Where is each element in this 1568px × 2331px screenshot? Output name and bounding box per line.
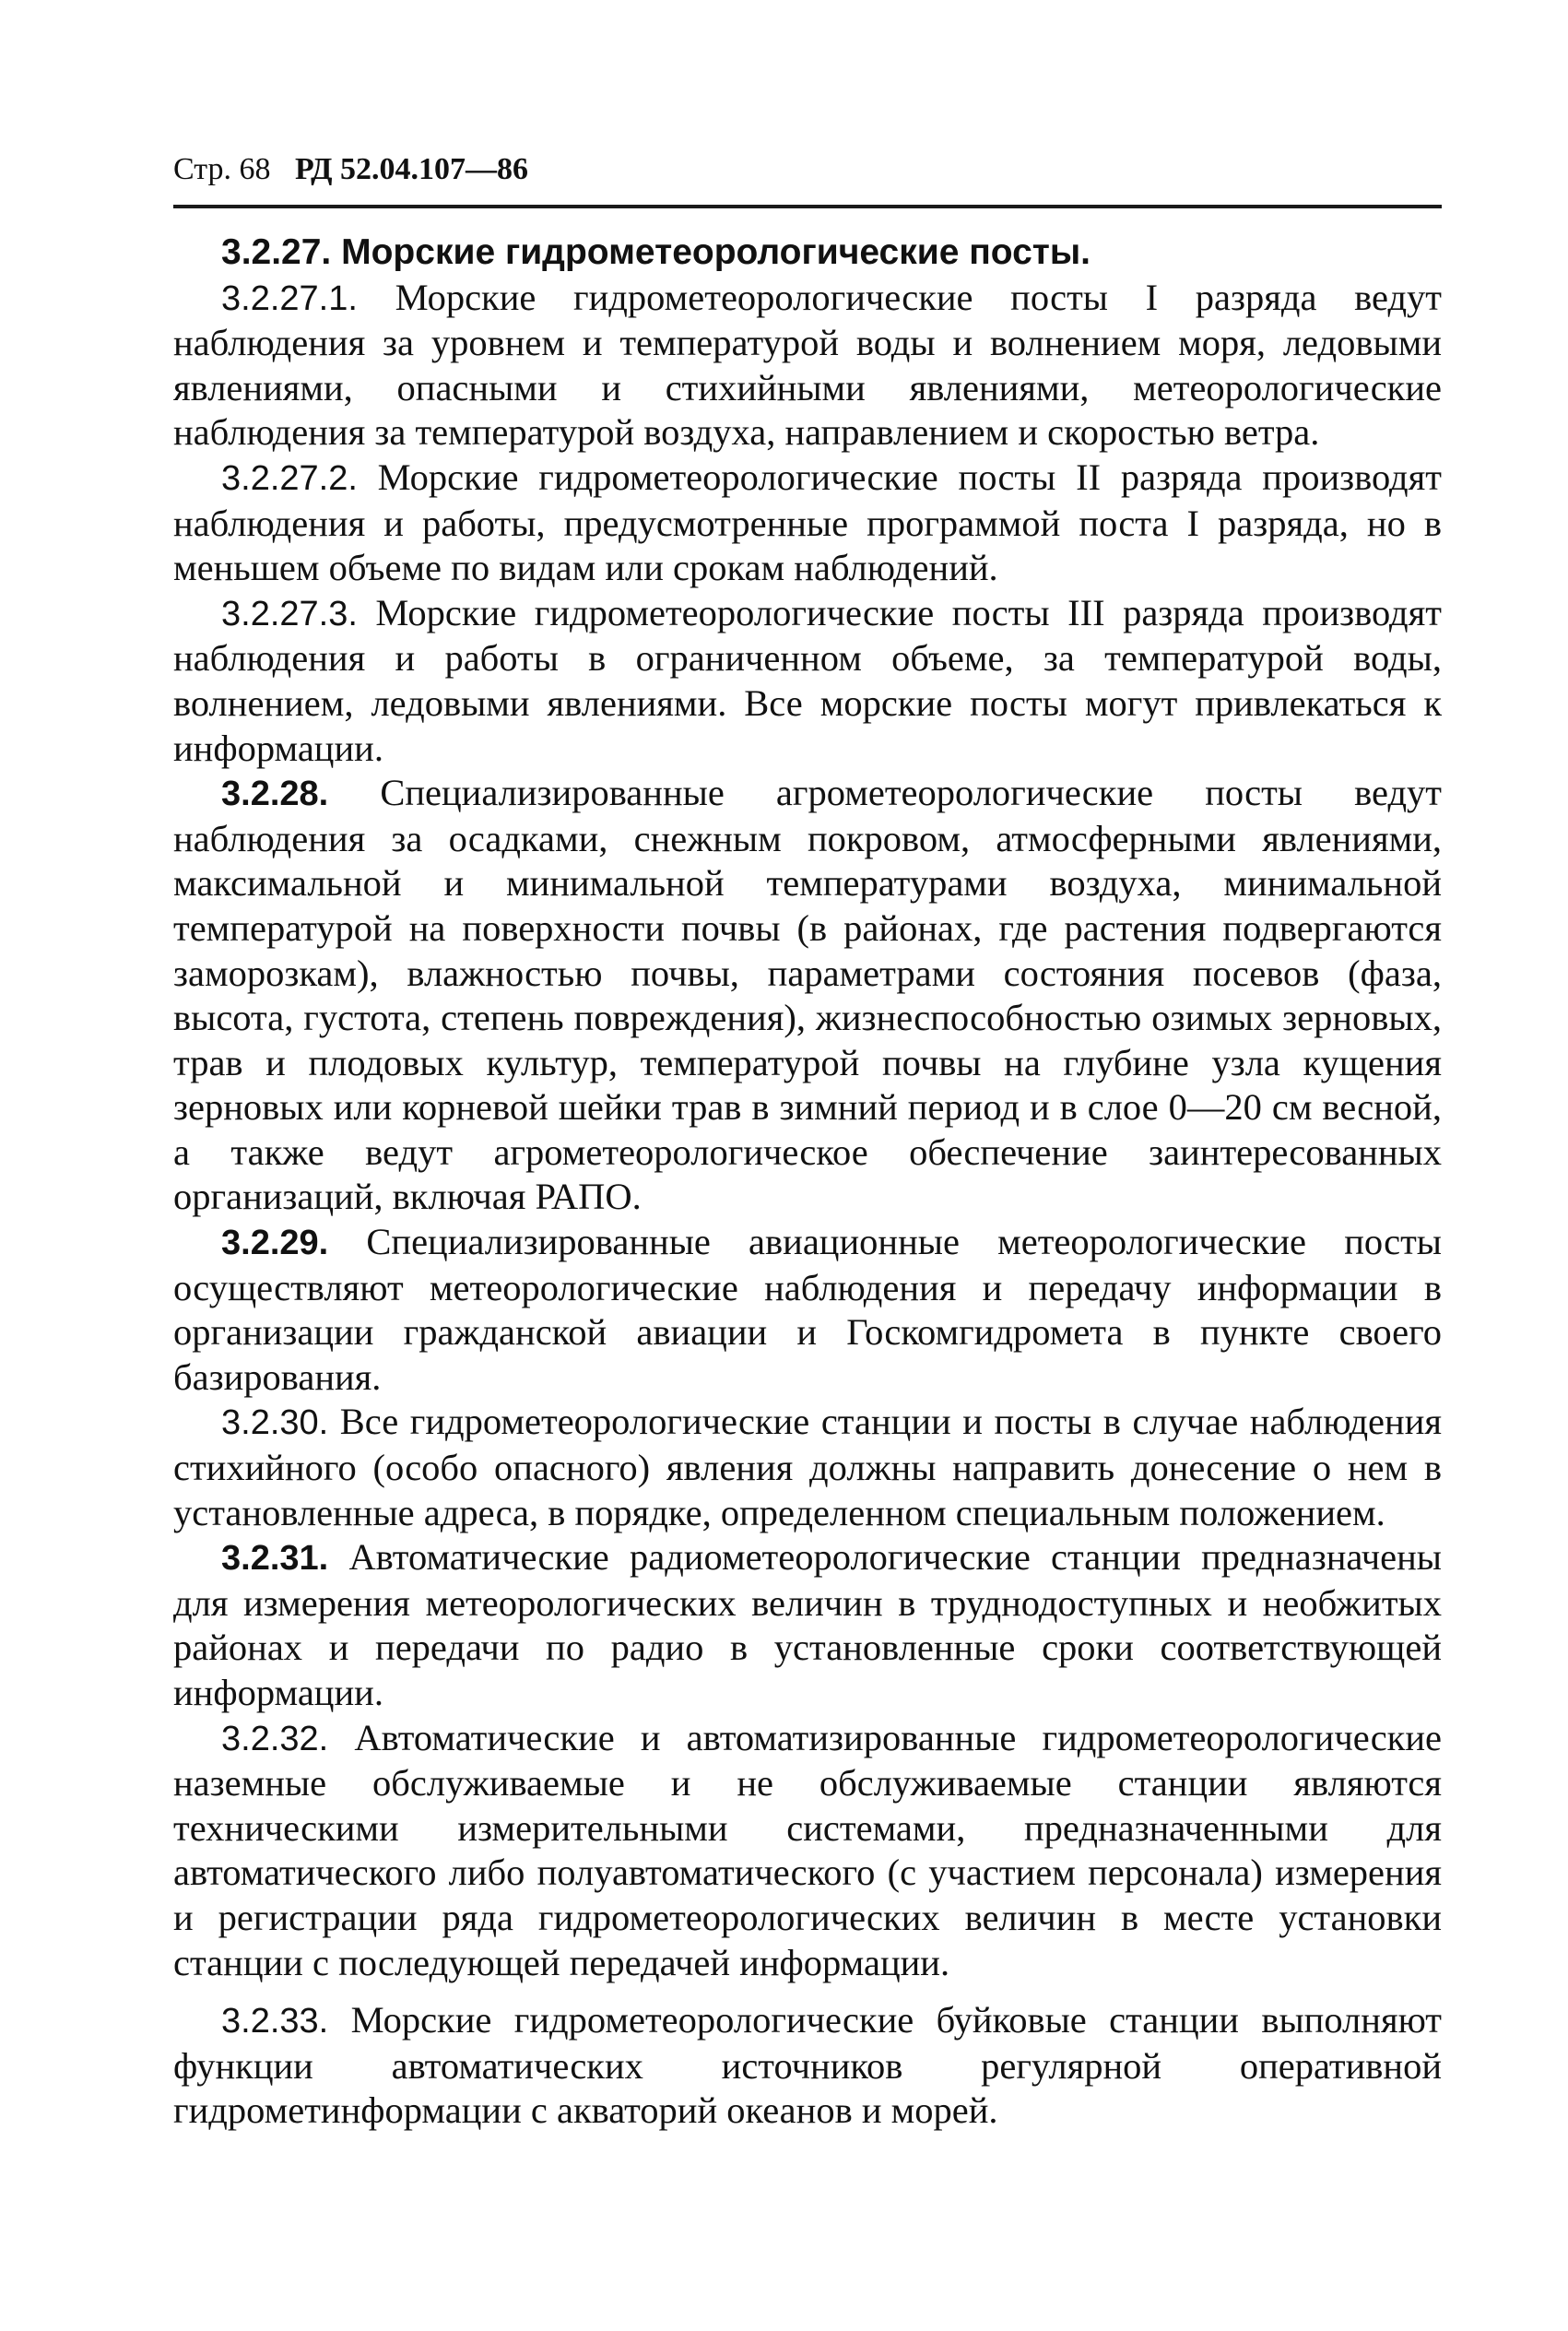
clause-text: Морские гидрометеорологические посты I разряда ведут наблюдения за уровнем и температурой воды и волнением моря, ледовыми явлениями, опасными и стихийными явлениями, метеорологические наблюдения за температурой воздуха, направлением и скоростью ветра. <box>173 276 1442 454</box>
clause-lead-text: Специализированные авиационные метеорологические <box>366 1221 1307 1263</box>
clause-3-2-29 <box>173 1220 1442 1400</box>
clause-number: 3.2.27.3. <box>221 594 358 633</box>
clause-3-2-33 <box>173 1998 1442 2134</box>
clause-number: 3.2.33. <box>221 2002 329 2041</box>
clause-number: 3.2.32. <box>221 1719 329 1758</box>
clause-number: 3.2.31. <box>221 1539 329 1579</box>
document-code: РД 52.04.107—86 <box>295 152 529 186</box>
section-title: Морские гидрометеорологические посты. <box>341 232 1091 272</box>
clause-3-2-30 <box>173 1400 1442 1535</box>
clause-3-2-27-3 <box>173 591 1442 771</box>
clause-text: Все гидрометеорологические станции и посты в случае наблюдения стихийного (особо опасного) явления должны направить донесение о нем в установленные адреса, в порядке, определенном специальным положением. <box>173 1401 1442 1533</box>
clause-text: Автоматические радиометеорологические станции предназначены для измерения метеорологических величин в труднодоступных и необжитых районах и передачи по радио в установленные сроки соответствующей информации. <box>173 1536 1442 1713</box>
clause-number: 3.2.29. <box>221 1224 329 1263</box>
body-text <box>173 231 1442 2134</box>
page-number: Стр. 68 <box>173 152 271 186</box>
clause-number: 3.2.27.2. <box>221 458 358 498</box>
clause-text: Специализированные агрометеорологические посты ведут наблюдения за осадками, снежным покровом, атмосферными явлениями, максимальной и минимальной температурами воздуха, минимальной температурой на поверхности почвы (в районах, где растения подвергаются заморозкам), влажностью почвы, параметрами состояния посевов (фаза, высота, густота, степень повреждения), жизнеспособностью озимых зерновых, трав и плодовых культур, температурой почвы на глубине узла кущения зерновых или корневой шейки трав в зимний период и в слое 0—20 см весной, а также ведут агрометеорологическое обеспечение заинтересованных организаций, включая РАПО. <box>173 772 1442 1218</box>
clause-text: посты осуществляют метеорологические наблюдения и передачу информации в организации гражданской авиации и Госкомгидромета в пункте своего базирования. <box>173 1221 1443 1398</box>
clause-3-2-27-2 <box>173 456 1442 591</box>
header-divider <box>173 205 1442 208</box>
running-header <box>173 151 528 188</box>
clause-text: Автоматические и автоматизированные гидрометеорологические наземные обслуживаемые и не обслуживаемые станции являются техническими измерительными системами, предназначенными для автоматического либо полуавтоматического (с участием персонала) измерения и регистрации ряда гидрометеорологических величин в месте установки станции с последующей передачей информации. <box>173 1716 1442 1983</box>
clause-3-2-31 <box>173 1535 1442 1715</box>
clause-3-2-32 <box>173 1716 1442 1986</box>
section-heading <box>173 231 1442 276</box>
clause-number: 3.2.28. <box>221 775 329 814</box>
clause-text: Морские гидрометеорологические посты III разряда производят наблюдения и работы в ограниченном объеме, за температурой воды, волнением, ледовыми явлениями. Все морские посты могут привлекаться к информации. <box>173 591 1442 769</box>
clause-3-2-27-1 <box>173 276 1442 456</box>
clause-number: 3.2.27.1. <box>221 278 358 318</box>
clause-number: 3.2.30. <box>221 1403 329 1443</box>
clause-text: Морские гидрометеорологические буйковые станции выполняют функции автоматических источников регулярной оперативной гидрометинформации с акваторий океанов и морей. <box>173 1999 1442 2132</box>
clause-3-2-28 <box>173 771 1442 1220</box>
clause-text: Морские гидрометеорологические посты II разряда производят наблюдения и работы, предусмотренные программой поста I разряда, но в меньшем объеме по видам или срокам наблюдений. <box>173 456 1442 589</box>
section-number: 3.2.27. <box>221 232 332 272</box>
